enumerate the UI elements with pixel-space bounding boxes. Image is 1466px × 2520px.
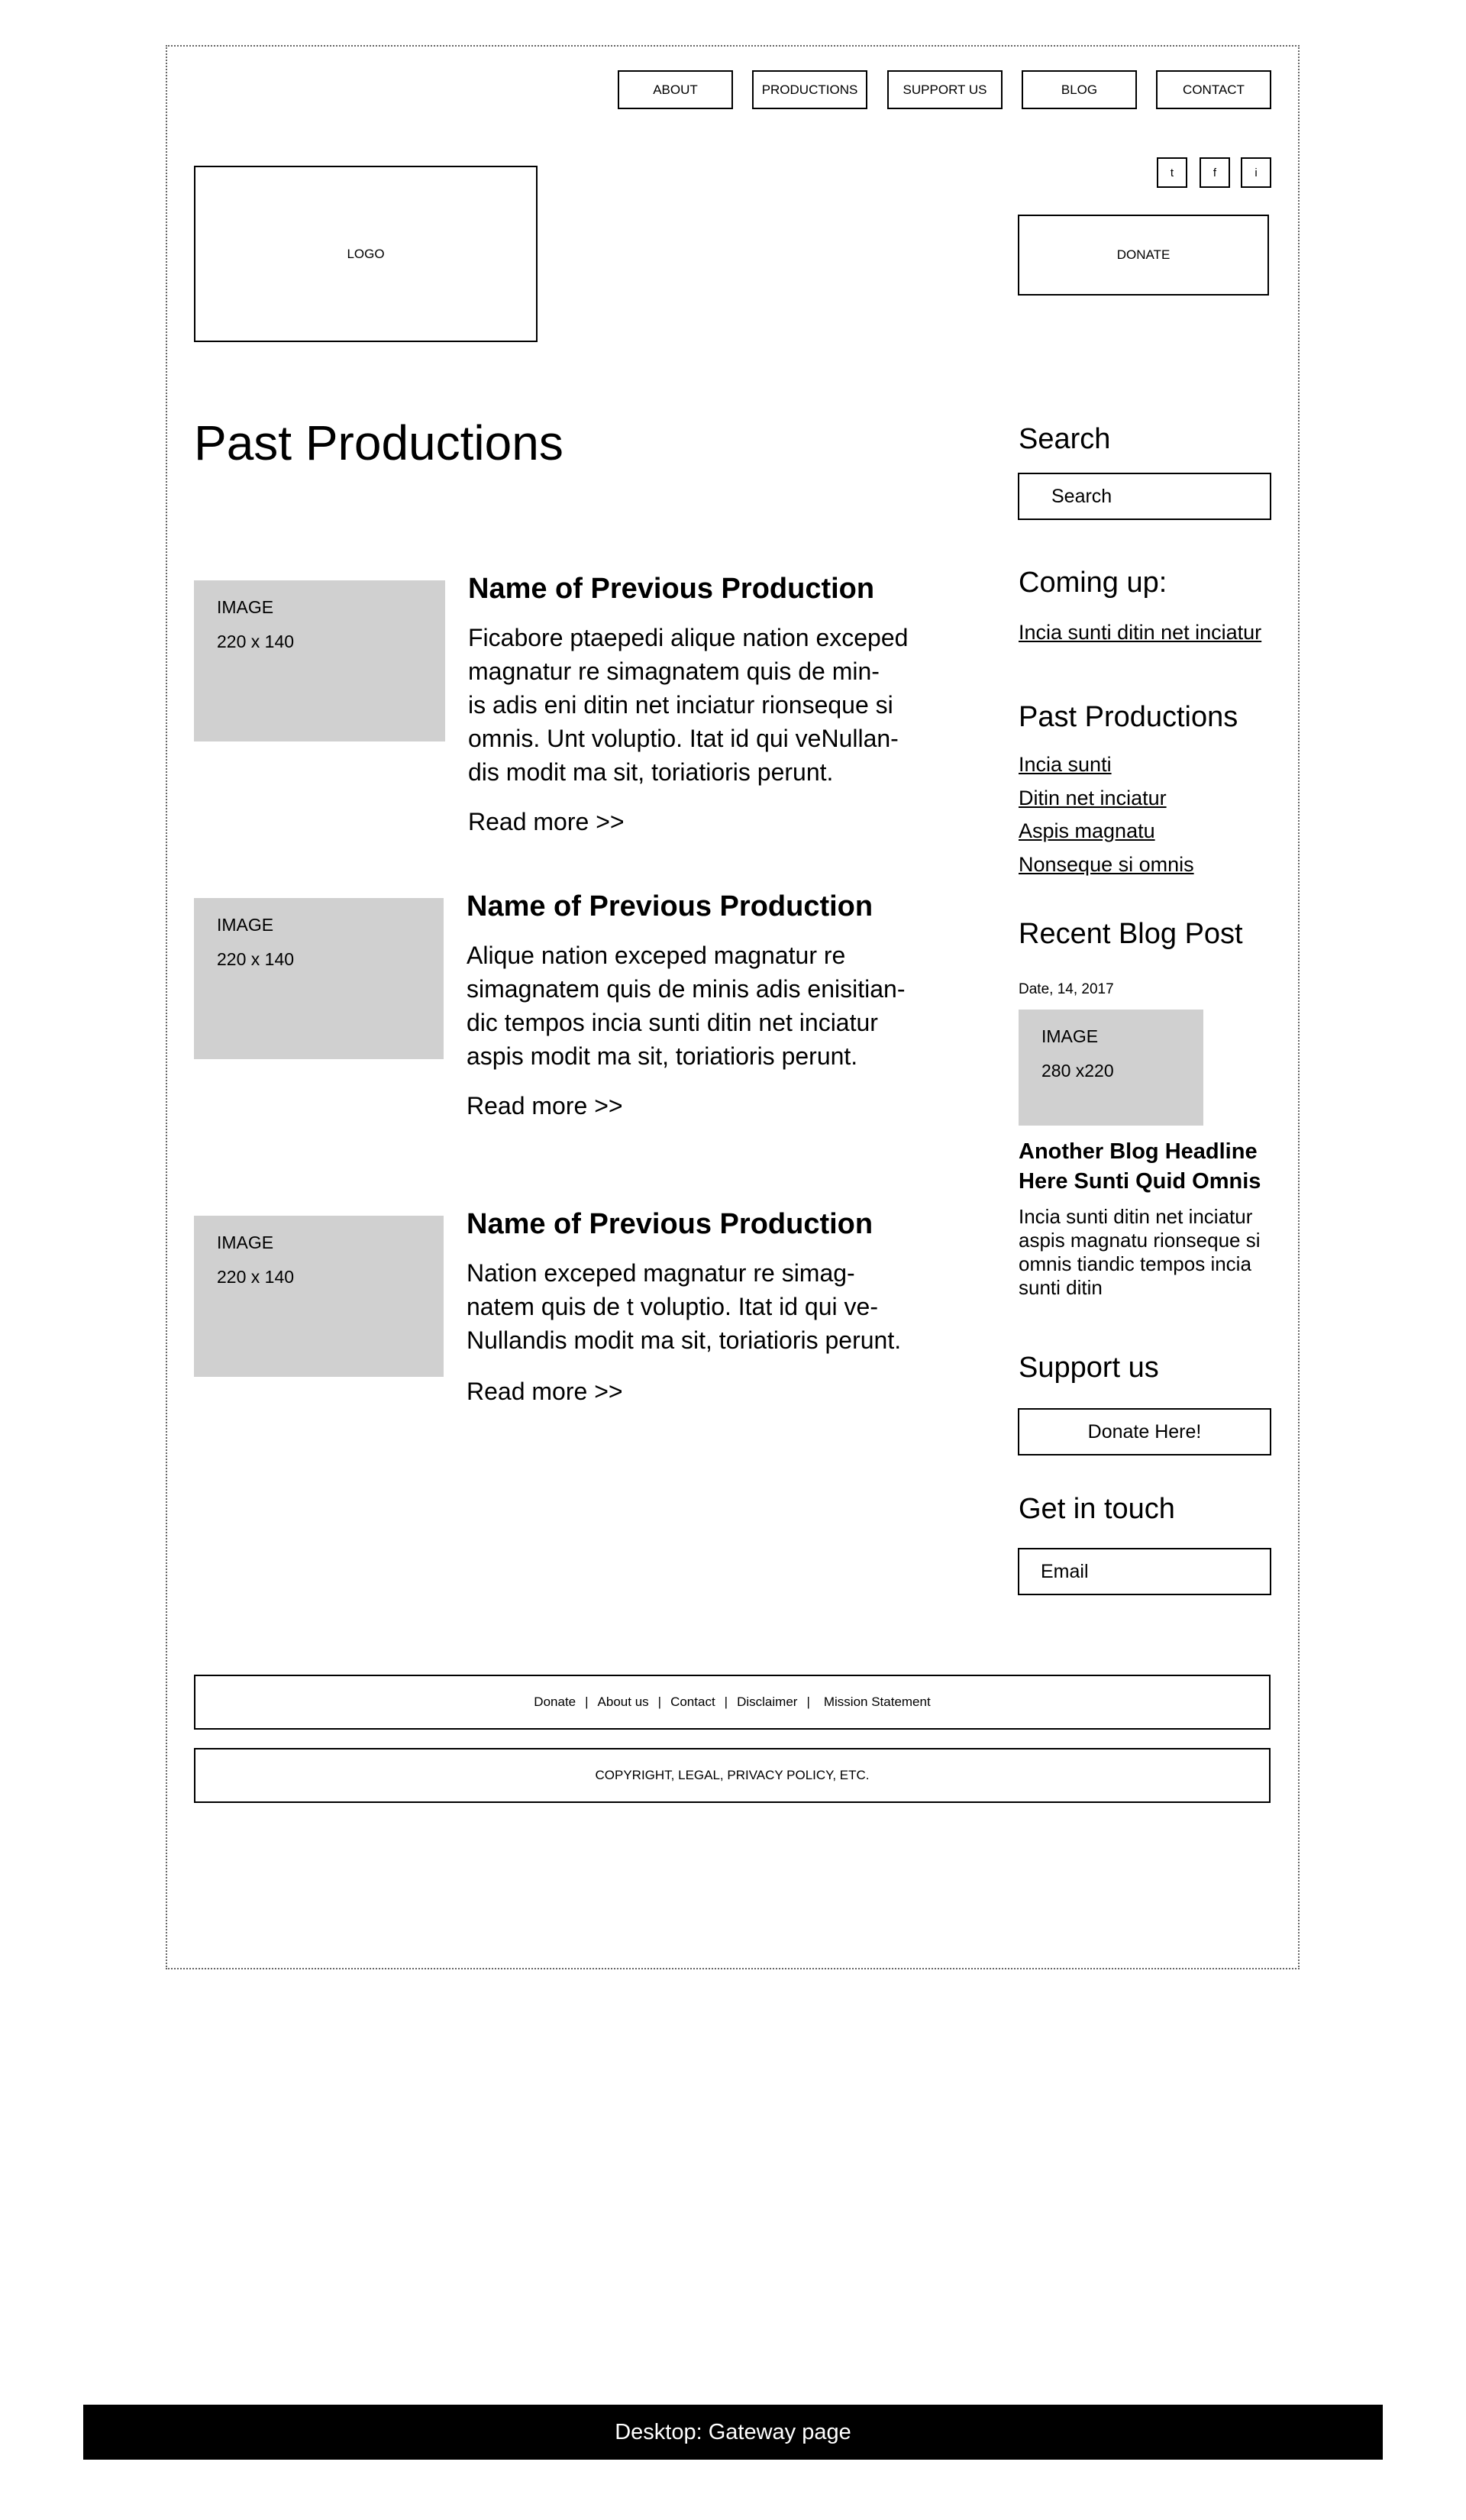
- production-image: [194, 1216, 444, 1377]
- production-image: [194, 898, 444, 1059]
- read-more-link[interactable]: Read more >>: [468, 808, 625, 835]
- recent-blog-heading: Recent Blog Post: [1019, 918, 1243, 950]
- nav-support-us[interactable]: SUPPORT US: [887, 70, 1003, 109]
- image-size: 220 x 140: [217, 632, 295, 651]
- donate-button[interactable]: DONATE: [1018, 215, 1269, 296]
- desc-line: aspis modit ma sit, toriatioris perunt.: [467, 1042, 858, 1070]
- support-heading: Support us: [1019, 1352, 1159, 1384]
- nav-about[interactable]: ABOUT: [618, 70, 733, 109]
- desc-line: Nation exceped magnatur re simag-: [467, 1259, 855, 1287]
- blog-headline-line: Another Blog Headline: [1019, 1139, 1258, 1164]
- production-image: [194, 580, 445, 741]
- twitter-icon[interactable]: t: [1157, 157, 1187, 188]
- blog-date: Date, 14, 2017: [1019, 981, 1114, 997]
- desc-line: simagnatem quis de minis adis enisitian-: [467, 975, 906, 1003]
- past-production-link[interactable]: Nonseque si omnis: [1019, 853, 1194, 876]
- footer-link-contact[interactable]: Contact: [670, 1695, 715, 1709]
- desc-line: magnatur re simagnatem quis de min-: [468, 657, 880, 685]
- blog-excerpt-line: aspis magnatu rionseque si: [1019, 1229, 1261, 1252]
- read-more-link[interactable]: Read more >>: [467, 1092, 623, 1119]
- blog-excerpt-line: Incia sunti ditin net inciatur: [1019, 1205, 1253, 1228]
- logo[interactable]: LOGO: [194, 166, 538, 342]
- desc-line: omnis. Unt voluptio. Itat id qui veNullan-: [468, 725, 899, 752]
- past-productions-heading: Past Productions: [1019, 701, 1238, 733]
- desc-line: Nullandis modit ma sit, toriatioris perunt.: [467, 1326, 902, 1354]
- image-size: 220 x 140: [217, 1267, 295, 1287]
- image-label: IMAGE: [217, 1233, 274, 1252]
- production-title[interactable]: Name of Previous Production: [468, 573, 875, 605]
- footer-link-disclaimer[interactable]: Disclaimer: [737, 1695, 798, 1709]
- blog-excerpt-line: omnis tiandic tempos incia: [1019, 1252, 1251, 1275]
- footer-separator: |: [585, 1695, 589, 1709]
- footer-separator: |: [657, 1695, 662, 1709]
- past-production-link[interactable]: Aspis magnatu: [1019, 819, 1155, 842]
- blog-headline-line: Here Sunti Quid Omnis: [1019, 1169, 1261, 1194]
- production-title[interactable]: Name of Previous Production: [467, 890, 873, 922]
- production-description: [467, 939, 909, 1073]
- desc-line: dic tempos incia sunti ditin net inciatur: [467, 1009, 878, 1036]
- blog-excerpt-line: sunti ditin: [1019, 1276, 1103, 1299]
- image-label: IMAGE: [1041, 1026, 1099, 1046]
- footer-legal: COPYRIGHT, LEGAL, PRIVACY POLICY, ETC.: [194, 1748, 1271, 1803]
- search-heading: Search: [1019, 423, 1111, 455]
- nav-blog[interactable]: BLOG: [1022, 70, 1137, 109]
- email-field[interactable]: Email: [1018, 1548, 1271, 1595]
- page-caption: Desktop: Gateway page: [83, 2405, 1383, 2460]
- image-label: IMAGE: [217, 915, 274, 935]
- image-size: 280 x220: [1041, 1061, 1114, 1081]
- search-input[interactable]: Search: [1018, 473, 1271, 520]
- coming-up-heading: Coming up:: [1019, 567, 1167, 599]
- past-production-link[interactable]: Ditin net inciatur: [1019, 787, 1167, 809]
- desc-line: is adis eni ditin net inciatur rionseque si: [468, 691, 893, 719]
- production-title[interactable]: Name of Previous Production: [467, 1208, 873, 1240]
- production-description: [468, 621, 911, 789]
- footer-link-about[interactable]: About us: [597, 1695, 649, 1709]
- blog-headline[interactable]: [1019, 1137, 1261, 1197]
- get-in-touch-heading: Get in touch: [1019, 1493, 1175, 1525]
- donate-here-button[interactable]: Donate Here!: [1018, 1408, 1271, 1455]
- footer-separator: |: [724, 1695, 728, 1709]
- coming-up-link[interactable]: Incia sunti ditin net inciatur: [1019, 621, 1262, 644]
- desc-line: dis modit ma sit, toriatioris perunt.: [468, 758, 834, 786]
- footer-separator: |: [806, 1695, 810, 1709]
- desc-line: natem quis de t voluptio. Itat id qui ve-: [467, 1293, 878, 1320]
- production-description: [467, 1256, 909, 1357]
- desc-line: Ficabore ptaepedi alique nation exceped: [468, 624, 909, 651]
- page-title: Past Productions: [194, 415, 563, 470]
- blog-image: [1019, 1010, 1203, 1126]
- image-size: 220 x 140: [217, 949, 295, 969]
- footer-link-donate[interactable]: Donate: [534, 1695, 576, 1709]
- blog-excerpt: [1019, 1205, 1261, 1300]
- desc-line: Alique nation exceped magnatur re: [467, 942, 846, 969]
- facebook-icon[interactable]: f: [1200, 157, 1230, 188]
- nav-contact[interactable]: CONTACT: [1156, 70, 1271, 109]
- past-production-link[interactable]: Incia sunti: [1019, 753, 1112, 776]
- instagram-icon[interactable]: i: [1241, 157, 1271, 188]
- nav-productions[interactable]: PRODUCTIONS: [752, 70, 867, 109]
- footer-link-mission[interactable]: Mission Statement: [823, 1695, 931, 1709]
- read-more-link[interactable]: Read more >>: [467, 1378, 623, 1405]
- image-label: IMAGE: [217, 597, 274, 617]
- footer-links: [194, 1675, 1271, 1730]
